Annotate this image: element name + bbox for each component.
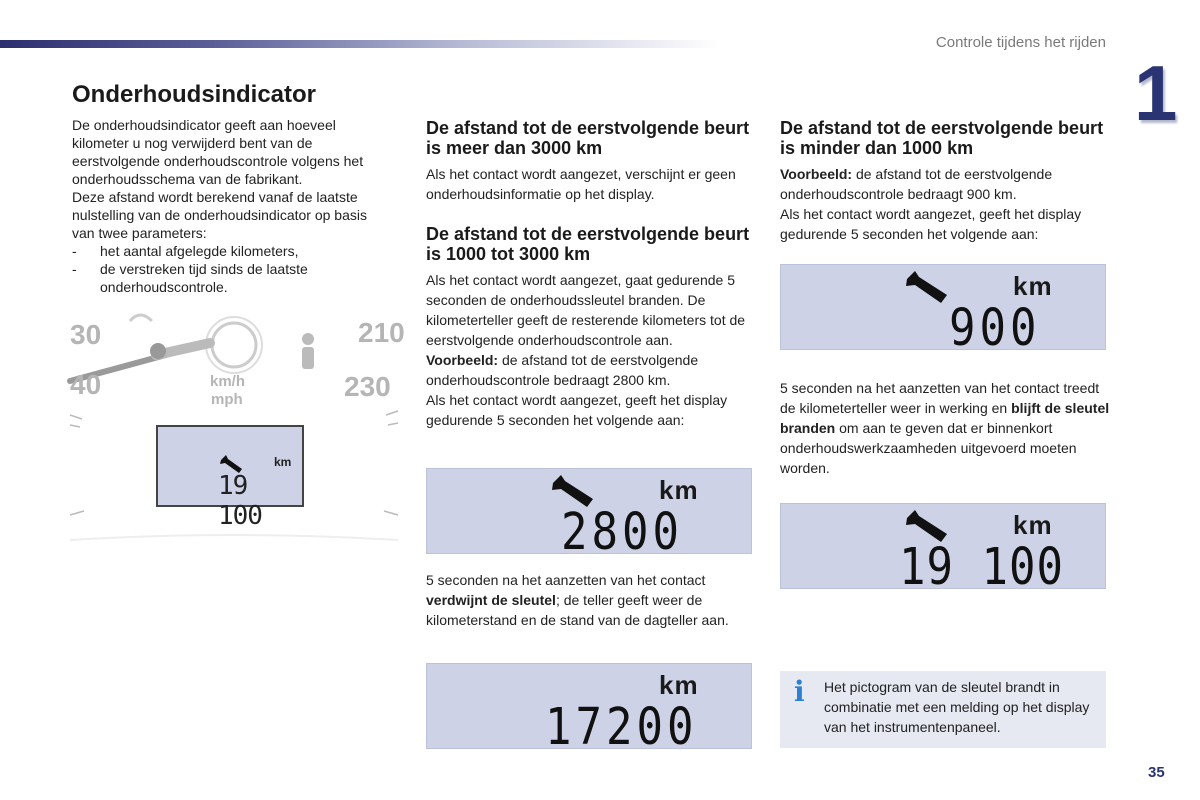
example-label: Voorbeeld: (426, 352, 499, 368)
para-text: Als het contact wordt aangezet, gaat gedurende 5 seconden de onderhoudssleutel branden. De kilometerteller geeft de resterende kilometers tot de eerstvolgende onderhoudscontrole aan. (426, 272, 746, 348)
bullet-text: het aantal afgelegde kilometers, (100, 243, 299, 259)
intro-line: Deze afstand wordt berekend vanaf de laatste (72, 189, 358, 205)
example-text: de afstand tot de eerstvolgende onderhoudscontrole bedraagt 900 km. (780, 166, 1053, 202)
bullet-text: de verstreken tijd sinds de laatste onderhoudscontrole. (100, 261, 308, 295)
intro-text (72, 116, 402, 296)
heading-1000-3000: De afstand tot de eerstvolgende beurt is 1000 tot 3000 km (426, 224, 750, 264)
example-label: Voorbeeld: (780, 166, 853, 182)
display-2800 (426, 468, 752, 562)
speed-label: 210 (358, 317, 405, 348)
display-900 (780, 264, 1106, 358)
para-text: Als het contact wordt aangezet, geeft het display gedurende 5 seconden het volgende aan: (426, 392, 728, 428)
display-value: 19 100 (899, 538, 1064, 597)
gauge-km-label: km (274, 455, 292, 469)
example-text: de afstand tot de eerstvolgende onderhoudscontrole bedraagt 2800 km. (426, 352, 699, 388)
para-text: om aan te geven dat er binnenkort onderhoudswerkzaamheden uitgevoerd moeten worden. (780, 420, 1077, 476)
chapter-number: 1 (1134, 49, 1178, 137)
intro-line: onderhoudsschema van de fabrikant. (72, 171, 303, 187)
heading-more-than-3000: De afstand tot de eerstvolgende beurt is meer dan 3000 km (426, 118, 750, 158)
heading-less-than-1000: De afstand tot de eerstvolgende beurt is minder dan 1000 km (780, 118, 1104, 158)
unit-kmh: km/h (210, 373, 246, 390)
unit-mph: mph (211, 391, 243, 408)
header-bar (0, 40, 720, 48)
info-icon: i (794, 675, 805, 708)
instrument-cluster-illustration (70, 315, 405, 540)
display-value: 900 (949, 299, 1041, 358)
bullet-dash: - (72, 243, 77, 259)
display-17200 (426, 663, 752, 757)
intro-line: De onderhoudsindicator geeft aan hoeveel (72, 117, 336, 133)
para-text: ; de teller geeft weer de kilometerstand en de stand van de dagteller aan. (426, 592, 729, 628)
para-text: 5 seconden na het aanzetten van het contact treedt de kilometerteller weer in werking en (780, 380, 1100, 416)
wrench-icon (903, 271, 949, 305)
page-title: Onderhoudsindicator (72, 81, 317, 108)
para-after-5s (426, 570, 756, 630)
para-less-than-1000 (780, 164, 1110, 244)
para-text: Als het contact wordt aangezet, geeft het display gedurende 5 seconden het volgende aan: (780, 206, 1082, 242)
info-note (780, 671, 1106, 748)
para-text: 5 seconden na het aanzetten van het contact (426, 572, 706, 588)
intro-line: van twee parameters: (72, 225, 207, 241)
bullet-dash: - (72, 261, 77, 277)
gauge-lcd (156, 425, 304, 531)
display-19100 (780, 503, 1106, 597)
bullet-item (72, 242, 402, 260)
para-after-5s-keep (780, 378, 1110, 478)
display-value: 2800 (561, 503, 683, 562)
speed-label: 40 (70, 369, 102, 400)
intro-line: kilometer u nog verwijderd bent van de (72, 135, 313, 151)
display-value: 17200 (545, 698, 698, 757)
display-km-label: km (1013, 271, 1053, 301)
page-number: 35 (1148, 764, 1165, 781)
intro-line: nulstelling van de onderhoudsindicator op basis (72, 207, 367, 223)
para-more-than-3000: Als het contact wordt aangezet, verschijnt er geen onderhoudsinformatie op het display. (426, 166, 736, 202)
display-km-label: km (659, 670, 699, 700)
section-title: Controle tijdens het rijden (935, 34, 1106, 51)
display-km-label: km (1013, 510, 1053, 540)
para-bold: verdwijnt de sleutel (426, 592, 556, 608)
display-km-label: km (659, 475, 699, 505)
intro-line: eerstvolgende onderhoudscontrole volgens het (72, 153, 364, 169)
para-1000-3000 (426, 270, 756, 430)
speed-label: 230 (344, 371, 391, 402)
bullet-item (72, 260, 402, 296)
info-text: Het pictogram van de sleutel brandt in combinatie met een melding op het display van het instrumentenpaneel. (824, 679, 1090, 735)
speed-label: 30 (70, 319, 102, 350)
gauge-odometer: 19 100 (218, 471, 262, 531)
para-bold: blijft de sleutel branden (780, 400, 1110, 436)
